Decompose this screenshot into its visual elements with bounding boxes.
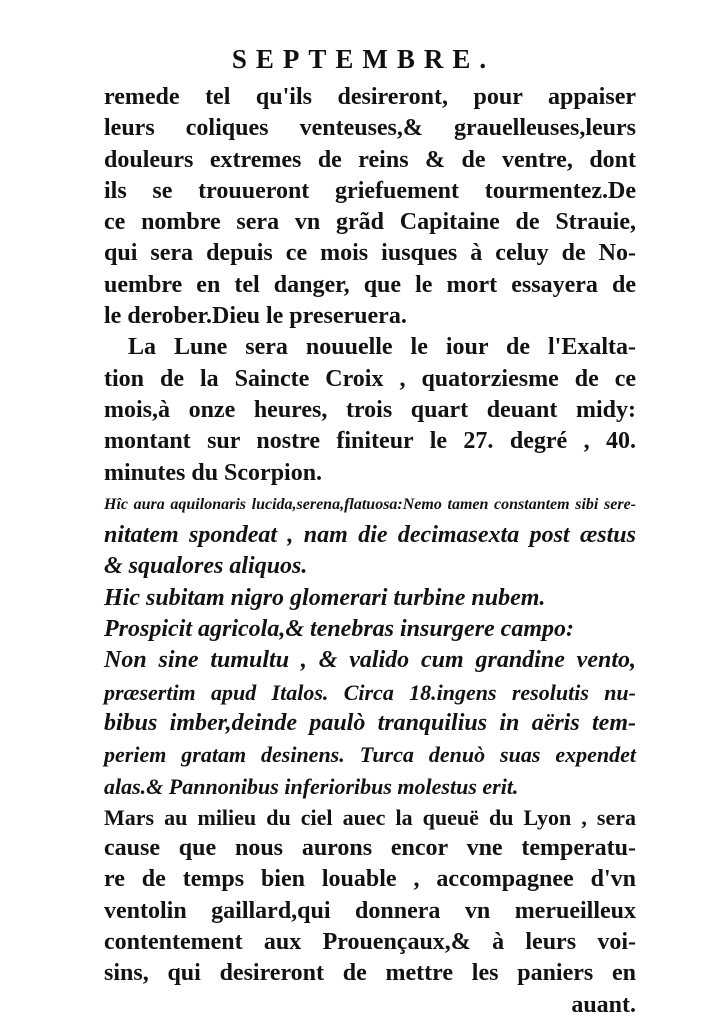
text-line-10: tion de la Saincte Croix , quatorziesme de ce: [104, 365, 636, 392]
text-line-27: ventolin gaillard,qui donnera vn merueilleux: [104, 897, 636, 924]
text-line-13-roman: minutes du Scorpion.: [104, 459, 323, 486]
text-line-21: bibus imber,deinde paulò tranquilius in aëris tem-: [104, 709, 636, 736]
text-line-24: Mars au milieu du ciel auec la queuë du Lyon , sera: [104, 804, 636, 830]
text-line-14: Hîc aura aquilonaris lucida,serena,flatuosa:Nemo tamen constantem sibi sere-: [104, 495, 636, 513]
body-text: [104, 82, 636, 1021]
text-line-4: ils se trouueront griefuement tourmentez.De: [104, 177, 636, 204]
text-line-28: contentement aux Prouençaux,& à leurs voi-: [104, 929, 636, 956]
text-line-17: Hic subitam nigro glomerari turbine nubem.: [104, 584, 546, 611]
text-line-2: leurs coliques venteuses,& grauelleuses,leurs: [104, 115, 636, 142]
running-title: SEPTEMBRE.: [231, 44, 496, 74]
text-line-23: alas.& Pannonibus inferioribus molestus erit.: [104, 773, 519, 799]
text-line-11: mois,à onze heures, trois quart deuant midy:: [104, 396, 636, 423]
text-line-20: præsertim apud Italos. Circa 18.ingens resolutis nu-: [104, 679, 636, 705]
text-line-1: remede tel qu'ils desireront, pour appaiser: [104, 84, 636, 110]
text-line-12: montant sur nostre finiteur le 27. degré , 40.: [104, 428, 636, 455]
text-line-13: [104, 458, 636, 489]
text-line-19: Non sine tumultu , & valido cum grandine vento,: [104, 647, 636, 674]
text-line-29: sins, qui desireront de mettre les paniers en: [104, 960, 636, 987]
text-line-7: uembre en tel danger, que le mort essayera de: [104, 271, 636, 298]
text-line-3: douleurs extremes de reins & de ventre, dont: [104, 146, 636, 173]
text-line-30: auant.: [571, 991, 636, 1018]
text-line-8: le derober.Dieu le preseruera.: [104, 303, 407, 330]
text-line-9: La Lune sera nouuelle le iour de l'Exalta-: [128, 334, 636, 361]
text-line-18: Prospicit agricola,& tenebras insurgere campo:: [104, 616, 574, 643]
text-line-16: & squalores aliquos.: [104, 553, 308, 580]
text-line-25: cause que nous aurons encor vne temperatu-: [104, 835, 636, 862]
text-line-26: re de temps bien louable , accompagnee d'vn: [104, 866, 636, 893]
text-line-22: periem gratam desinens. Turca denuò suas expendet: [104, 742, 636, 768]
text-line-5: ce nombre sera vn grãd Capitaine de Strauie,: [104, 209, 636, 236]
text-line-6: qui sera depuis ce mois iusques à celuy de No-: [104, 240, 636, 267]
text-line-15: nitatem spondeat , nam die decimasexta post æstus: [104, 522, 636, 549]
